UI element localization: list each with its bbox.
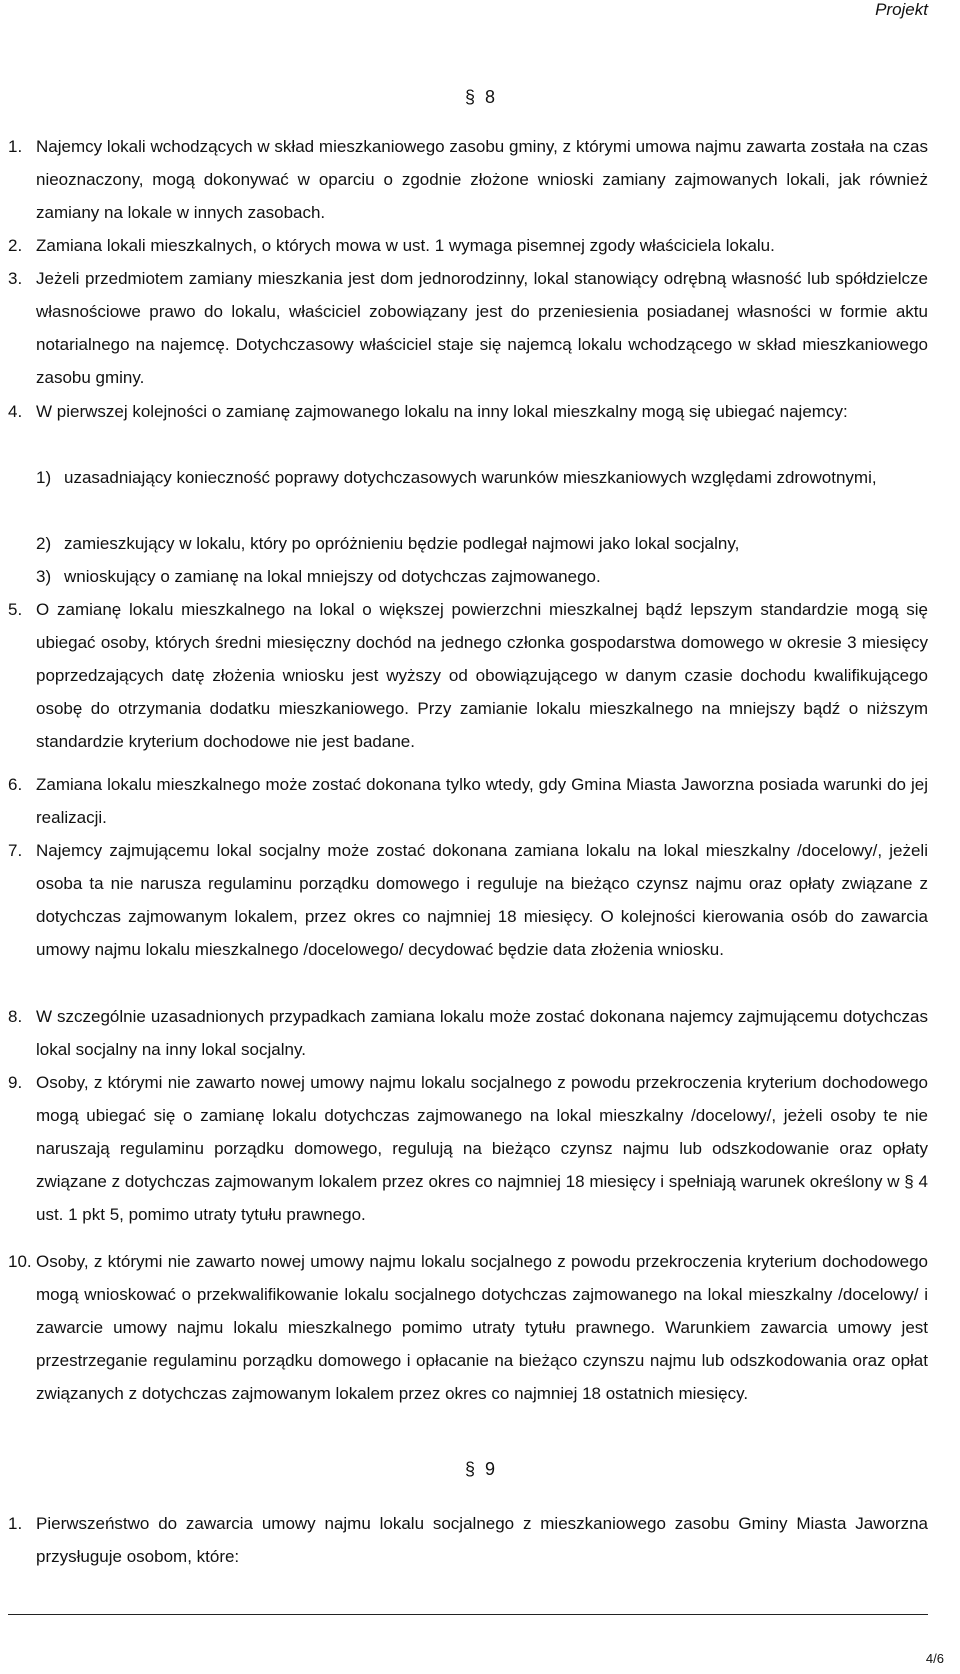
item-text: Osoby, z którymi nie zawarto nowej umowy najmu lokalu socjalnego z powodu przekroczenia kryterium dochodowego mogą wnioskować o przekwalifikowanie lokalu socjalnego dotychczas zajmowanego na lokal mieszkalny /docelowy/ i zawarcie umowy najmu lokalu mieszkalnego pomimo utraty tytułu prawnego. Warunkiem zawarcia umowy jest przestrzeganie regulaminu porządku domowego i opłacanie na bieżąco czynszu najmu lub odszkodowania oraz opłat związanych z dotychczas zajmowanym lokalem przez okres co najmniej 18 ostatnich miesięcy. [36,1252,928,1403]
item-text: Osoby, z którymi nie zawarto nowej umowy najmu lokalu socjalnego z powodu przekroczenia kryterium dochodowego mogą ubiegać się o zamianę lokalu dotychczas zajmowanego na lokal mieszkalny /docelowy/, jeżeli osoby te nie naruszają regulaminu porządku domowego, regulują na bieżąco czynsz najmu lub odszkodowanie oraz opłaty związane z dotychczas zajmowanym lokalem przez okres co najmniej 18 miesięcy i spełniają warunek określony w § 4 ust. 1 pkt 5, pomimo utraty tytułu prawnego. [36,1073,928,1224]
sub-item-number: 2) [36,534,52,553]
page-number: 4/6 [925,1651,944,1666]
item-number: 1. [8,1514,23,1533]
section-title-8 [0,86,960,108]
sub-item-number: 1) [36,468,52,487]
section-title-9 [0,1458,960,1480]
item-text: Najemcy zajmującemu lokal socjalny może zostać dokonana zamiana lokalu na lokal mieszkalny /docelowy/, jeżeli osoba ta nie narusza regulaminu porządku domowego i reguluje na bieżąco czynsz najmu oraz opłaty związane z dotychczas zajmowanym lokalem, przez okres co najmniej 18 miesięcy. O kolejności kierowania osób do zawarcia umowy najmu lokalu mieszkalnego /docelowego/ decydować będzie data złożenia wniosku. [36,841,928,959]
item-number: 6. [8,775,23,794]
item-text: W pierwszej kolejności o zamianę zajmowanego lokalu na inny lokal mieszkalny mogą się ubiegać najemcy: [36,402,848,421]
item-text: Zamiana lokali mieszkalnych, o których mowa w ust. 1 wymaga pisemnej zgody właściciela lokalu. [36,236,775,255]
item-number: 3. [8,269,23,288]
sub-item-text: zamieszkujący w lokalu, który po opróżnieniu będzie podlegał najmowi jako lokal socjalny, [64,534,740,553]
section-number: 8 [485,87,496,107]
header-label: Projekt [875,0,928,19]
item-number: 7. [8,841,23,860]
item-text: Jeżeli przedmiotem zamiany mieszkania jest dom jednorodzinny, lokal stanowiący odrębną własność lub spółdzielcze własnościowe prawo do lokalu, właściciel zobowiązany jest do przeniesienia posiadanej własności w formie aktu notarialnego na najemcę. Dotychczasowy właściciel staje się najemcą lokalu wchodzącego w skład mieszkaniowego zasobu gminy. [36,269,928,387]
item-number: 5. [8,600,23,619]
item-text: Zamiana lokalu mieszkalnego może zostać dokonana tylko wtedy, gdy Gmina Miasta Jaworzna posiada warunki do jej realizacji. [36,775,928,827]
item-text: Najemcy lokali wchodzących w skład mieszkaniowego zasobu gminy, z którymi umowa najmu zawarta została na czas nieoznaczony, mogą dokonywać w oparciu o zgodnie złożone wnioski zamiany zajmowanych lokali, jak również zamiany na lokale w innych zasobach. [36,137,928,222]
item-number: 2. [8,236,23,255]
item-number: 4. [8,402,23,421]
footer-divider [8,1614,928,1615]
item-number: 1. [8,137,23,156]
item-text: O zamianę lokalu mieszkalnego na lokal o większej powierzchni mieszkalnej bądź lepszym standardzie mogą się ubiegać osoby, których średni miesięczny dochód na jednego członka gospodarstwa domowego w okresie 3 miesięcy poprzedzających datę złożenia wniosku jest wyższy od obowiązującego w danym czasie dochodu kwalifikującego osobę do otrzymania dodatku mieszkaniowego. Przy zamianie lokalu mieszkalnego na mniejszy bądź o niższym standardzie kryterium dochodowe nie jest badane. [36,600,928,751]
section-symbol: § [464,1459,475,1479]
item-text: W szczególnie uzasadnionych przypadkach zamiana lokalu może zostać dokonana najemcy zajmującemu dotychczas lokal socjalny na inny lokal socjalny. [36,1007,928,1059]
sub-item-text: wnioskujący o zamianę na lokal mniejszy od dotychczas zajmowanego. [64,567,601,586]
section-number: 9 [485,1459,496,1479]
item-number: 9. [8,1073,23,1092]
item-text: Pierwszeństwo do zawarcia umowy najmu lokalu socjalnego z mieszkaniowego zasobu Gminy Miasta Jaworzna przysługuje osobom, które: [36,1514,928,1566]
item-number: 8. [8,1007,23,1026]
sub-item-text: uzasadniający konieczność poprawy dotychczasowych warunków mieszkaniowych względami zdrowotnymi, [64,468,877,487]
section-symbol: § [464,87,475,107]
item-number: 10. [8,1252,32,1271]
sub-item-number: 3) [36,567,52,586]
